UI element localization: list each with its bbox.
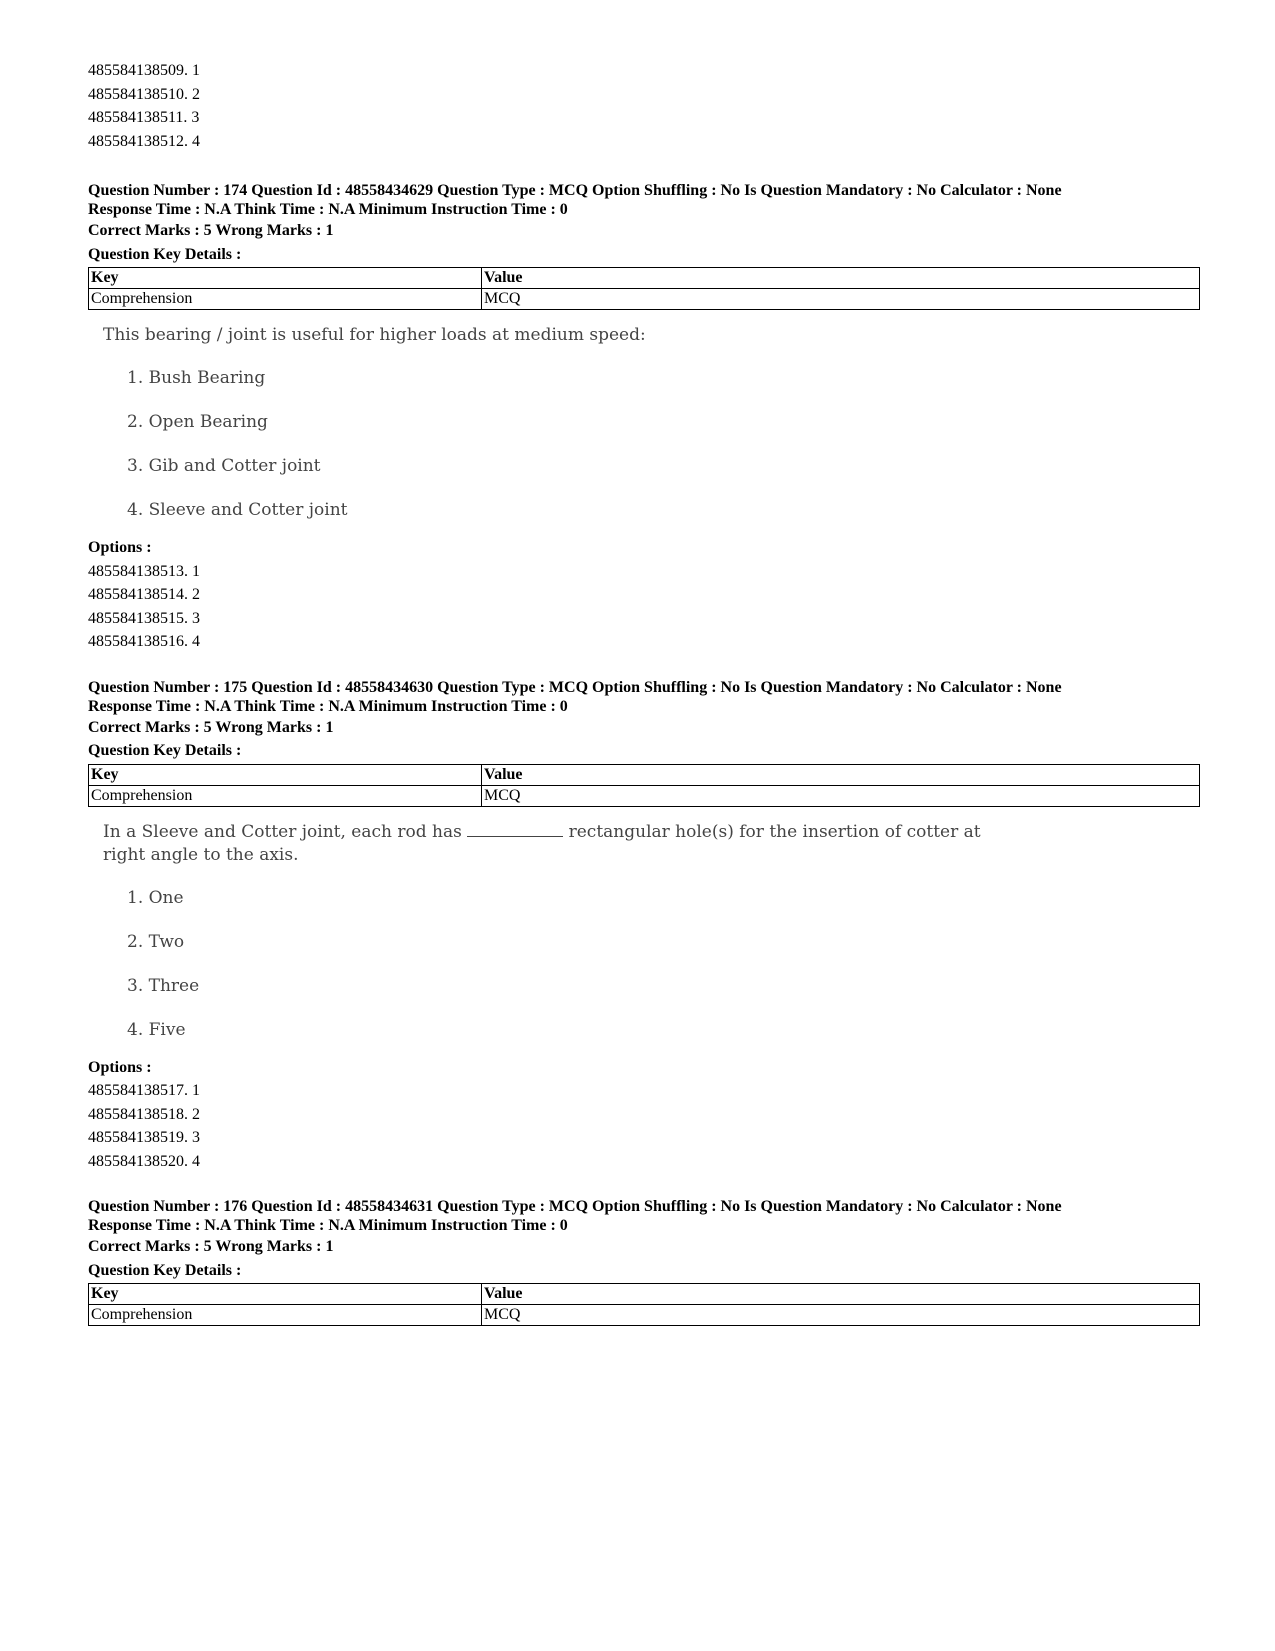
table-header-value: Value [482, 1284, 1200, 1305]
choice-item: 3. Gib and Cotter joint [127, 456, 321, 476]
question-text [103, 821, 1003, 867]
table-row [89, 1305, 1200, 1326]
key-details-label: Question Key Details : [88, 742, 242, 759]
question-174-header [88, 181, 1198, 310]
option-line: 485584138509. 1 [88, 62, 200, 79]
table-header-key: Key [89, 1284, 482, 1305]
choice-item: 4. Five [127, 1019, 186, 1040]
option-line: 485584138519. 3 [88, 1129, 200, 1146]
question-marks: Correct Marks : 5 Wrong Marks : 1 [88, 222, 334, 239]
option-line: 485584138510. 2 [88, 85, 200, 103]
option-line: 485584138512. 4 [88, 132, 200, 150]
option-line: 485584138511. 3 [88, 109, 200, 126]
question-meta: Question Number : 176 Question Id : 48558434631 Question Type : MCQ Option Shuffling : No Is Question Mandatory : No Calculator : None [88, 1198, 1062, 1215]
table-header-value: Value [482, 764, 1200, 785]
option-line: 485584138513. 1 [88, 562, 200, 580]
key-details-label: Question Key Details : [88, 1261, 242, 1279]
choice-item: 1. Bush Bearing [127, 368, 266, 388]
option-line: 485584138514. 2 [88, 586, 200, 603]
fill-in-blank [467, 822, 563, 837]
option-line: 485584138517. 1 [88, 1082, 200, 1099]
table-header-row [89, 1284, 1200, 1305]
question-text-part1: In a Sleeve and Cotter joint, each rod has [103, 821, 462, 842]
document-page [88, 59, 1198, 1326]
table-header-value: Value [482, 268, 1200, 289]
question-176-header [88, 1197, 1198, 1326]
table-cell-value: MCQ [482, 1305, 1200, 1326]
choice-item: 3. Three [127, 975, 200, 996]
question-175-options [88, 1079, 1198, 1173]
question-marks: Correct Marks : 5 Wrong Marks : 1 [88, 718, 334, 736]
key-details-table [88, 267, 1200, 310]
table-cell-value: MCQ [482, 289, 1200, 310]
previous-question-options [88, 59, 1198, 153]
table-header-row [89, 764, 1200, 785]
option-line: 485584138516. 4 [88, 633, 200, 650]
choice-item: 2. Open Bearing [127, 412, 268, 432]
key-details-table [88, 764, 1200, 807]
table-header-key: Key [89, 764, 482, 785]
table-cell-key: Comprehension [89, 289, 482, 310]
question-meta: Question Number : 174 Question Id : 48558434629 Question Type : MCQ Option Shuffling : No Is Question Mandatory : No Calculator : None [88, 182, 1062, 199]
table-cell-key: Comprehension [89, 1305, 482, 1326]
question-175-body [103, 821, 1198, 1042]
key-details-table [88, 1283, 1200, 1326]
option-line: 485584138518. 2 [88, 1105, 200, 1123]
options-label: Options : [88, 1058, 152, 1076]
choice-item: 4. Sleeve and Cotter joint [127, 500, 348, 520]
table-header-key: Key [89, 268, 482, 289]
table-header-row [89, 268, 1200, 289]
table-row [89, 289, 1200, 310]
table-row [89, 785, 1200, 806]
options-label: Options : [88, 539, 152, 556]
question-timing: Response Time : N.A Think Time : N.A Minimum Instruction Time : 0 [88, 697, 568, 715]
table-cell-key: Comprehension [89, 785, 482, 806]
question-timing: Response Time : N.A Think Time : N.A Minimum Instruction Time : 0 [88, 1217, 568, 1234]
option-line: 485584138515. 3 [88, 609, 200, 627]
question-text-part2: rectangular hole(s) for the insertion of cotter at right angle to the axis. [103, 821, 981, 865]
question-timing: Response Time : N.A Think Time : N.A Minimum Instruction Time : 0 [88, 201, 568, 218]
question-175-header [88, 678, 1198, 807]
question-174-options [88, 560, 1198, 654]
question-text: This bearing / joint is useful for higher loads at medium speed: [103, 325, 646, 345]
choice-item: 2. Two [127, 931, 185, 952]
question-meta: Question Number : 175 Question Id : 48558434630 Question Type : MCQ Option Shuffling : No Is Question Mandatory : No Calculator : None [88, 678, 1062, 696]
question-174-body [103, 324, 1198, 522]
key-details-label: Question Key Details : [88, 245, 242, 263]
table-cell-value: MCQ [482, 785, 1200, 806]
choice-item: 1. One [127, 887, 184, 908]
option-line: 485584138520. 4 [88, 1152, 200, 1170]
question-marks: Correct Marks : 5 Wrong Marks : 1 [88, 1238, 334, 1255]
